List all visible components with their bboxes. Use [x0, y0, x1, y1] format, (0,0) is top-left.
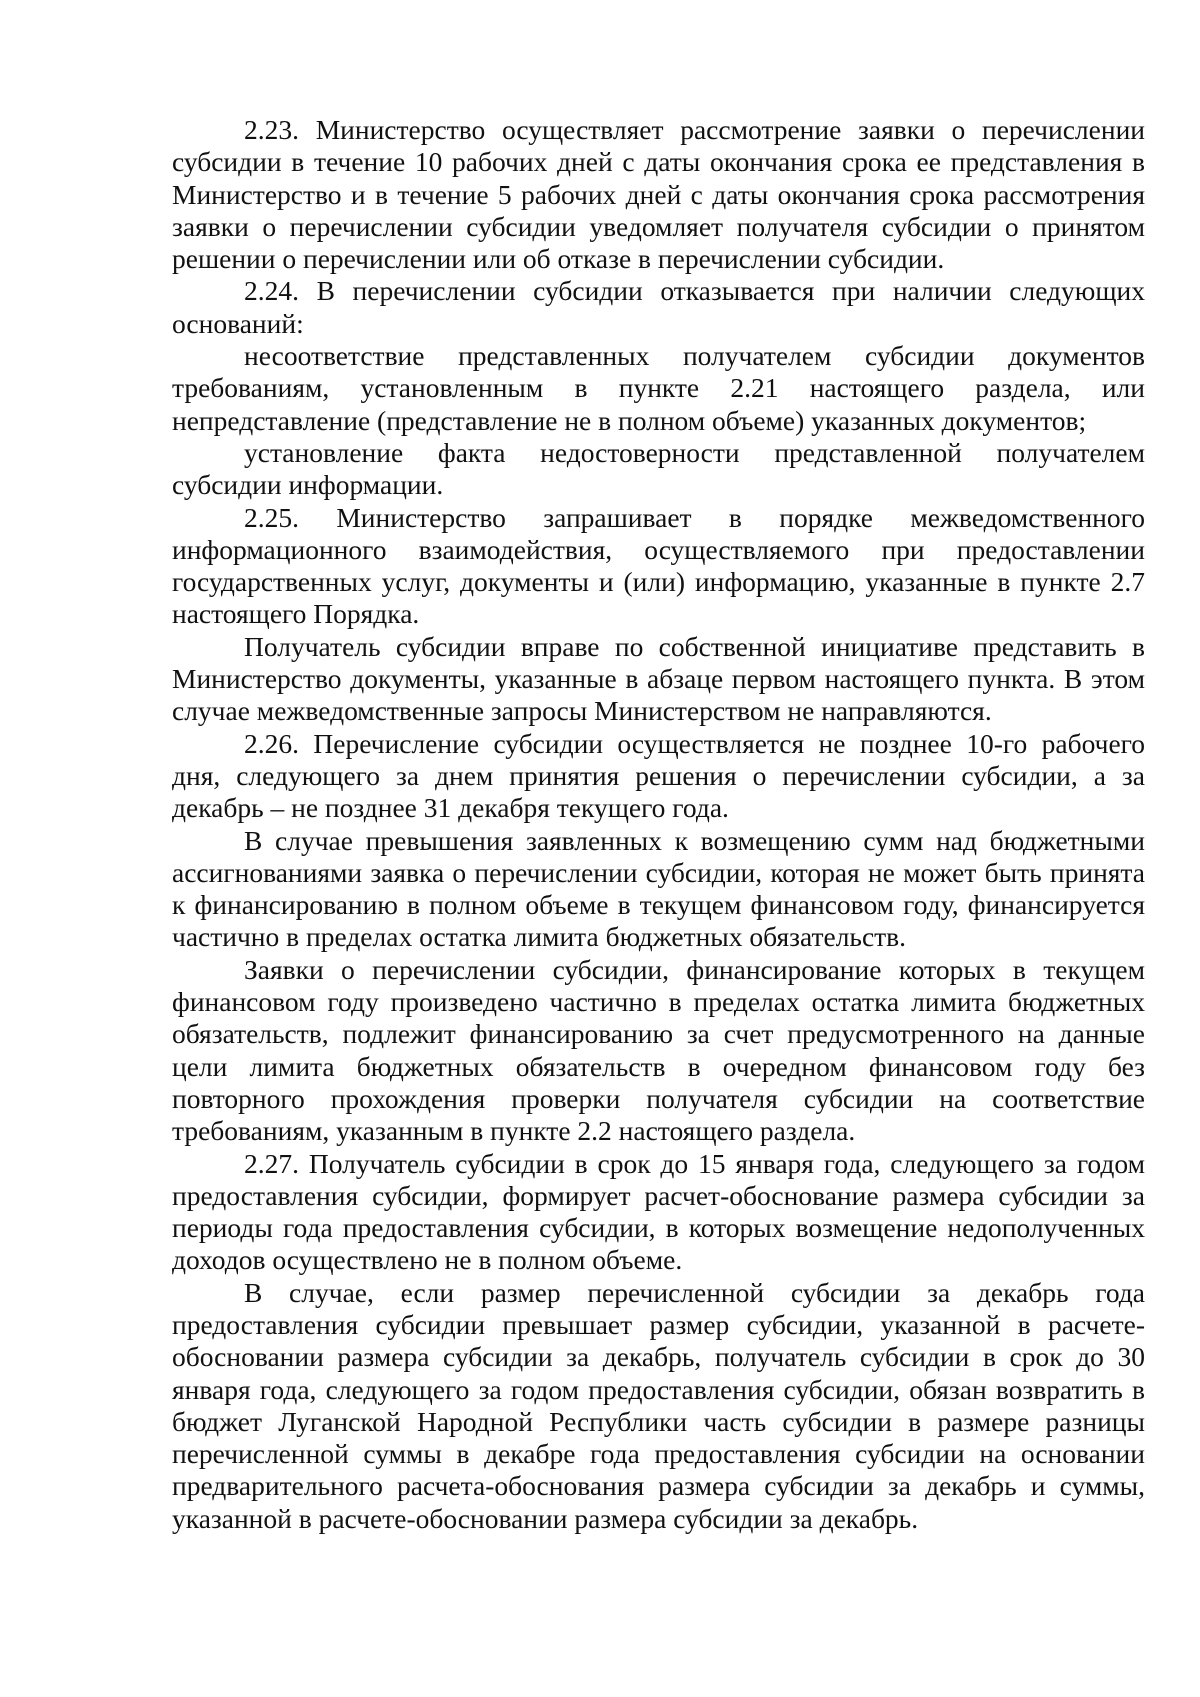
- paragraph-2-24-ground-1: несоответствие представленных получателем субсидии документов требованиям, установленным в пункте 2.21 настоящего раздела, или непредставление (представление не в полном объеме) указанных документов;: [172, 340, 1145, 436]
- paragraph-2-25: 2.25. Министерство запрашивает в порядке межведомственного информационного взаимодействия, осуществляемого при предоставлении государственных услуг, документы и (или) информацию, указанные в пункте 2.7 настоящего Порядка.: [172, 501, 1145, 630]
- paragraph-2-26-excess-claims: В случае превышения заявленных к возмещению сумм над бюджетными ассигнованиями заявка о перечислении субсидии, которая не может быть принята к финансированию в полном объеме в текущем финансовом году, финансируется частично в пределах остатка лимита бюджетных обязательств.: [172, 824, 1145, 953]
- paragraph-2-24: 2.24. В перечислении субсидии отказывается при наличии следующих оснований:: [172, 275, 1145, 339]
- paragraph-2-26-partial-financing: Заявки о перечислении субсидии, финансирование которых в текущем финансовом году произведено частично в пределах остатка лимита бюджетных обязательств, подлежит финансированию за счет предусмотренного на данные цели лимита бюджетных обязательств в очередном финансовом году без повторного прохождения проверки получателя субсидии на соответствие требованиям, указанным в пункте 2.2 настоящего раздела.: [172, 953, 1145, 1147]
- paragraph-2-25-recipient-right: Получатель субсидии вправе по собственной инициативе представить в Министерство документы, указанные в абзаце первом настоящего пункта. В этом случае межведомственные запросы Министерством не направляются.: [172, 630, 1145, 727]
- paragraph-2-27: 2.27. Получатель субсидии в срок до 15 января года, следующего за годом предоставления субсидии, формирует расчет-обоснование размера субсидии за периоды года предоставления субсидии, в которых возмещение недополученных доходов осуществлено не в полном объеме.: [172, 1147, 1145, 1276]
- paragraph-2-27-refund: В случае, если размер перечисленной субсидии за декабрь года предоставления субсидии превышает размер субсидии, указанной в расчете-обосновании размера субсидии за декабрь, получатель субсидии в срок до 30 января года, следующего за годом предоставления субсидии, обязан возвратить в бюджет Луганской Народной Республики часть субсидии в размере разницы перечисленной суммы в декабре года предоставления субсидии на основании предварительного расчета-обоснования размера субсидии за декабрь и суммы, указанной в расчете-обосновании размера субсидии за декабрь.: [172, 1276, 1145, 1534]
- paragraph-2-26: 2.26. Перечисление субсидии осуществляется не позднее 10-го рабочего дня, следующего за днем принятия решения о перечислении субсидии, а за декабрь – не позднее 31 декабря текущего года.: [172, 727, 1145, 824]
- document-body: [172, 114, 1145, 1535]
- paragraph-2-24-ground-2: установление факта недостоверности представленной получателем субсидии информации.: [172, 436, 1145, 501]
- paragraph-2-23: 2.23. Министерство осуществляет рассмотрение заявки о перечислении субсидии в течение 10 рабочих дней с даты окончания срока ее представления в Министерство и в течение 5 рабочих дней с даты окончания срока рассмотрения заявки о перечислении субсидии уведомляет получателя субсидии о принятом решении о перечислении или об отказе в перечислении субсидии.: [172, 114, 1145, 275]
